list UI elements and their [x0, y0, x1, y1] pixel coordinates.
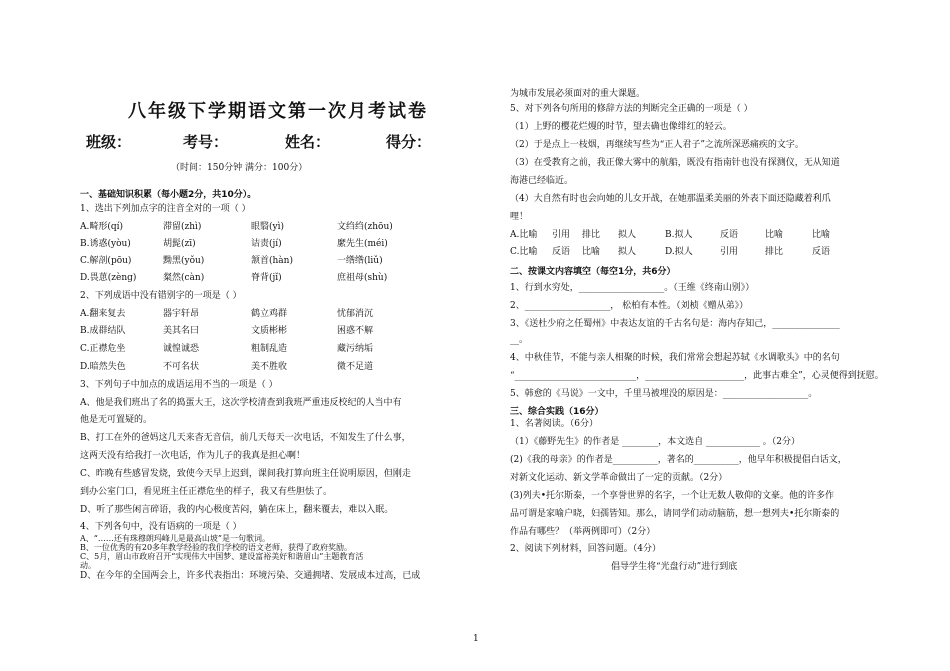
- practice-1-3: (3)列夫•托尔斯泰，一个享誉世界的名字，一个让无数人敬仰的文豪。他的许多作: [510, 491, 835, 501]
- q5-sentence-1: （1）上野的樱花烂熳的时节，望去确也像绯红的轻云。: [510, 122, 732, 132]
- q4-option-d-cont: 为城市发展必须面对的重大课题。: [510, 89, 646, 99]
- q3-option-d: D、听了那些闲言碎语，我的内心极度苦闷，躺在床上，翻来覆去，难以入眠。: [80, 505, 394, 515]
- q4-option-b: B、一位优秀的有20多年教学经验的我们学校的语文老师，获得了政府奖励。: [80, 543, 353, 552]
- q5-stem: 5、对下列各句所用的修辞方法的判断完全正确的一项是（ ）: [510, 104, 753, 114]
- q5-sentence-4-cont: 哩！: [510, 212, 529, 222]
- practice-1-2-cont: 对新文化运动、新文学革命做出了一定的贡献。（2分）: [510, 473, 728, 483]
- practice-2: 2、阅读下列材料，回答问题。（4分）: [510, 544, 661, 554]
- q3-stem: 3、下列句子中加点的成语运用不当的一项是（ ）: [80, 380, 278, 390]
- q3-option-a: A、他是我们班出了名的捣蛋大王，这次学校清查到我班严重违反校纪的人当中有: [80, 398, 402, 408]
- fill-blank-2: 2、___________________， 松柏有本性。（刘桢《赠从弟》）: [510, 301, 749, 311]
- q3-option-a-cont: 他是无可置疑的。: [80, 415, 153, 425]
- class-label: 班级：: [86, 133, 132, 151]
- q4-stem: 4、下列各句中，没有语病的一项是（ ）: [80, 522, 242, 532]
- fill-blank-4-cont: “___________________________，______________________，此事古难全”，心灵便得到抚慰。: [510, 371, 884, 381]
- fill-blank-3-cont: __。: [510, 335, 529, 345]
- q4-option-a: A、“……还有珠穆朗玛峰儿是最高山坡”是一句歌词。: [80, 534, 270, 543]
- practice-1-2: (2)《我的母亲》的作者是__________，著名的__________，他早年积极提倡白话文，: [510, 455, 847, 465]
- q1-option-row: C.解剖(pōu) 黝黑(yǒu) 颔首(hàn) 一绺绺(liǔ): [80, 256, 383, 266]
- q3-option-b-cont: 这两天没有给我打一次电话，作为儿子的我真是担心啊！: [80, 451, 306, 461]
- practice-1-3-cont: 品可谓是家喻户晓，妇孺皆知。那么，请同学们动动脑筋，想一想列夫•托尔斯泰的: [510, 509, 840, 519]
- q5-sentence-2: （2）于是点上一枝烟，再继续写些为“正人君子”之流所深恶痛疾的文字。: [510, 140, 804, 150]
- q5-sentence-4: （4）大自然有时也会向她的儿女开战，在她那温柔美丽的外表下面还隐藏着利爪: [510, 194, 831, 204]
- fill-blank-4: 4、中秋佳节，不能与亲人相聚的时候，我们常常会想起苏轼《水调歌头》中的名句: [510, 353, 840, 363]
- q5-sentence-3-cont: 海港已经临近。: [510, 176, 574, 186]
- q1-option-row: B.诱惑(yòu) 胡髭(zī) 诘责(jí) 縻先生(méi): [80, 239, 388, 249]
- q4-option-c-cont: 动。: [80, 561, 96, 570]
- material-title: 倡导学生将“光盘行动”进行到底: [611, 562, 738, 572]
- q2-option-row: B.成群结队 美其名曰 文质彬彬 困惑不解: [80, 326, 374, 336]
- q4-option-d: D、在今年的全国两会上，许多代表指出：环境污染、交通拥堵、发展成本过高，已成: [80, 571, 421, 581]
- fill-blank-1: 1、行到水穷处，___________________。（王维《终南山别》）: [510, 283, 755, 293]
- practice-1-3-cont2: 作品有哪些？（举两例即可）（2分）: [510, 527, 656, 537]
- q2-option-row: A.翻来复去 器宇轩昂 鹤立鸡群 忧郁消沉: [80, 309, 374, 319]
- q2-stem: 2、下列成语中没有错别字的一项是（ ）: [80, 291, 242, 301]
- q1-option-row: A.畸形(qí) 滞留(zhì) 眼翳(yì) 文绉绉(zhōu): [80, 222, 393, 232]
- section1-heading: 一、基础知识积累（每小题2分，共10分）。: [80, 190, 257, 200]
- q2-option-row: C.正襟危坐 诚惶诚恐 粗制乱造 藏污纳垢: [80, 344, 374, 354]
- q4-option-c: C、5月，眉山市政府召开“实现伟大中国梦、建设富裕美好和谐眉山”主题教育活: [80, 552, 364, 561]
- q2-option-row: D.暗然失色 不可名状 美不胜收 微不足道: [80, 362, 374, 372]
- q3-option-c-cont: 到办公室门口，看见班主任正襟危坐的样子，我又有些胆怯了。: [80, 487, 333, 497]
- section2-heading: 二、按课文内容填空（每空1分，共6分）: [510, 267, 676, 277]
- q5-sentence-3: （3）在受教育之前，我正像大雾中的航船，既没有指南针也没有探测仪，无从知道: [510, 158, 840, 168]
- exam-title: 八年级下学期语文第一次月考试卷: [128, 101, 428, 122]
- q1-option-row: D.畏葸(zèng) 粲然(càn) 脊背(jǐ) 庶祖母(shù): [80, 273, 388, 283]
- q1-stem: 1、选出下列加点字的注音全对的一项（ ）: [80, 204, 251, 214]
- name-label: 姓名：: [285, 133, 331, 151]
- fill-blank-3: 3、《送杜少府之任蜀州》中表达友谊的千古名句是：海内存知己，_______________: [510, 319, 840, 329]
- q3-option-c: C、昨晚有些感冒发烧，致使今天早上迟到，课间我打算向班主任说明原因，但刚走: [80, 469, 411, 479]
- fill-blank-5: 5、韩愈的《马说》一文中，千里马被埋没的原因是：___________________。: [510, 389, 818, 399]
- practice-1: 1、名著阅读。（6分）: [510, 419, 598, 429]
- time-info: （时间：150分钟 满分：100分）: [171, 163, 308, 173]
- exam-number-label: 考号：: [183, 133, 229, 151]
- section3-heading: 三、综合实践（16分）: [510, 407, 604, 417]
- practice-1-1: （1）《藤野先生》的作者是 ________，本文选自 ____________ 。（2分）: [510, 437, 801, 447]
- score-label: 得分：: [386, 133, 432, 151]
- page-number: 1: [473, 634, 479, 644]
- q3-option-b: B、打工在外的爸妈这几天来杳无音信，前几天每天一次电话，不知发生了什么事，: [80, 433, 411, 443]
